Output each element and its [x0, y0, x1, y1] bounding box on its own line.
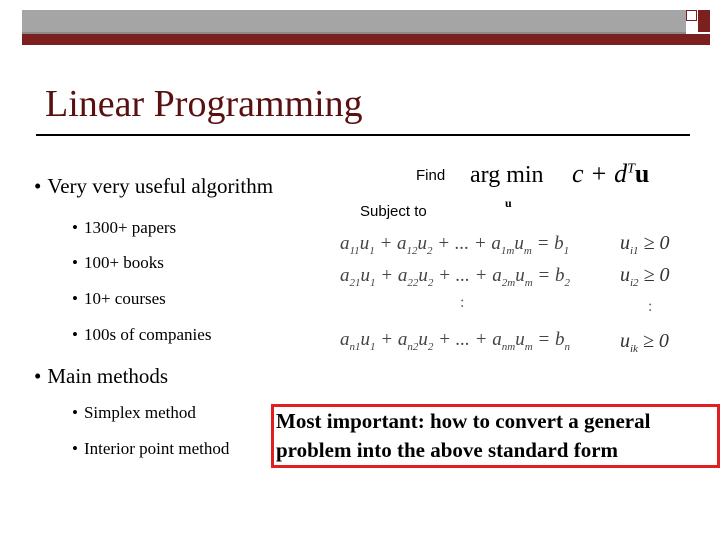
nonneg-constraint-1: $u_{i1} \ge 0$: [620, 232, 670, 257]
bullet-sub-3: • 10+ courses: [72, 289, 166, 308]
constraint-equation-2: $a_{21}u_1 + a_{22}u_2$ + ... + $a_{2m}u_m = b_2$: [340, 265, 570, 289]
bullet-dot-icon: •: [72, 289, 78, 308]
bullet-main-1: • Very very useful algorithm: [34, 174, 274, 198]
bullet-dot-icon: •: [72, 218, 78, 237]
bullet-sub-1: • 1300+ papers: [72, 218, 177, 237]
callout-line-2: problem into the above standard form: [276, 438, 619, 462]
header-square-outline: [686, 10, 697, 21]
bullet-sub-4: • 100s of companies: [72, 325, 212, 344]
callout-box: [271, 404, 720, 468]
header-grey-bar: [22, 10, 686, 34]
constraint-equation-1: $a_{11}u_1 + a_{12}u_2$ + ... + $a_{1m}u_m = b_1$: [340, 233, 570, 257]
header-maroon-bar: [22, 34, 710, 45]
find-label: Find: [416, 167, 446, 184]
bullet-dot-icon: •: [34, 364, 42, 388]
header-decoration: [22, 10, 710, 36]
bullet-dot-icon: •: [72, 253, 78, 272]
slide-title: Linear Programming: [45, 83, 363, 125]
vertical-ellipsis: :: [648, 298, 653, 315]
objective-function: $c + d^Tu$: [572, 159, 650, 188]
bullet-dot-icon: •: [34, 174, 42, 198]
argmin-subscript: u: [505, 196, 512, 210]
bullet-main-2: • Main methods: [34, 364, 169, 388]
bullet-dot-icon: •: [72, 439, 78, 458]
title-underline: [36, 134, 690, 136]
bullet-dot-icon: •: [72, 403, 78, 422]
vertical-ellipsis: :: [460, 294, 465, 311]
constraint-equation-n: $a_{n1}u_1 + a_{n2}u_2$ + ... + $a_{nm}u_m = b_n$: [340, 329, 570, 353]
bullet-dot-icon: •: [72, 325, 78, 344]
header-square-filled: [698, 10, 710, 32]
argmin-operator: arg min: [470, 162, 544, 188]
bullet-sub-6: • Interior point method: [72, 439, 230, 458]
bullet-sub-2: • 100+ books: [72, 253, 164, 272]
bullet-sub-5: • Simplex method: [72, 403, 196, 422]
callout-line-1: Most important: how to convert a general: [276, 409, 651, 433]
nonneg-constraint-2: $u_{i2} \ge 0$: [620, 264, 670, 289]
subject-to-label: Subject to: [360, 203, 427, 220]
nonneg-constraint-k: $u_{ik} \ge 0$: [620, 330, 669, 355]
